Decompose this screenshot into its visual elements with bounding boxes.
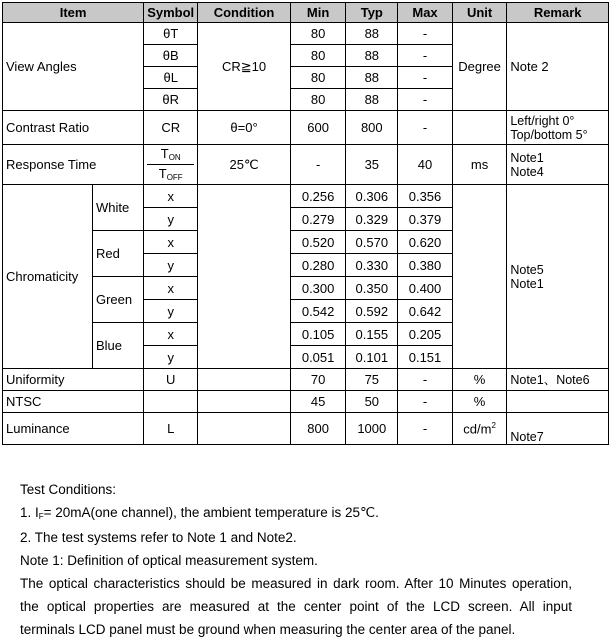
min-cell: 70 [290,369,346,391]
min-cell: 0.105 [290,323,346,346]
max-cell: - [398,45,453,67]
symbol-cell: y [144,346,198,369]
max-cell: 0.380 [398,254,453,277]
max-cell: - [398,23,453,45]
max-cell: - [398,369,453,391]
table-row [3,391,609,413]
note-item-1-subscript: F [38,512,44,521]
max-cell: 0.379 [398,208,453,231]
header-max: Max [398,3,453,23]
typ-cell: 35 [346,145,398,185]
test-conditions-notes [20,478,572,641]
luminance-unit [452,413,507,445]
typ-cell: 800 [346,111,398,145]
table-row [3,23,609,45]
typ-cell: 0.306 [346,185,398,208]
max-cell: 0.151 [398,346,453,369]
ntsc-remark [507,391,609,413]
max-cell: 0.620 [398,231,453,254]
t-off-symbol [147,164,194,184]
header-unit: Unit [452,3,507,23]
unit-cell [452,111,507,145]
max-cell: 0.400 [398,277,453,300]
note-item-1 [20,501,572,526]
header-min: Min [290,3,346,23]
chromaticity-label: Chromaticity [3,185,93,369]
contrast-remark [507,111,609,145]
typ-cell: 0.350 [346,277,398,300]
typ-cell: 0.570 [346,231,398,254]
typ-cell: 88 [346,89,398,111]
table-row [3,413,609,445]
condition-cell: θ=0° [198,111,291,145]
header-symbol: Symbol [144,3,198,23]
luminance-remark: Note7 [507,413,609,445]
typ-cell: 50 [346,391,398,413]
notes-heading: Test Conditions: [20,482,117,497]
note-paragraph-line: the optical properties are measured at the center point of the LCD screen. All input [20,599,572,614]
symbol-cell: θT [144,23,198,45]
unit-base: cd/m [463,421,492,437]
header-item: Item [3,3,144,23]
symbol-cell: y [144,208,198,231]
symbol-cell: θB [144,45,198,67]
table-row [3,369,609,391]
chromaticity-remark [507,185,609,369]
color-label-white: White [92,185,143,231]
header-typ: Typ [346,3,398,23]
note-paragraph-line: The optical characteristics should be measured in dark room. After 10 Minutes operation, [20,576,572,591]
remark-line: Note5 [510,262,544,277]
min-cell: 0.520 [290,231,346,254]
min-cell: 0.279 [290,208,346,231]
remark-line: Top/bottom 5° [510,127,588,142]
min-cell: 0.542 [290,300,346,323]
note-item-1-text: = 20mA(one channel), the ambient temperature is 25℃. [43,505,379,520]
optical-spec-table [2,2,609,445]
uniformity-label: Uniformity [3,369,144,391]
remark-line: Left/right 0° [510,113,575,128]
view-angles-unit: Degree [452,23,507,111]
note-item-1-prefix: 1. I [20,505,39,520]
symbol-cell: x [144,323,198,346]
max-cell: - [398,67,453,89]
note-1-definition: Note 1: Definition of optical measurement system. [20,553,318,568]
max-cell: 0.205 [398,323,453,346]
header-row [3,3,609,23]
symbol-subscript: OFF [166,173,183,182]
remark-line: Note1 [510,276,544,291]
max-cell: 0.356 [398,185,453,208]
min-cell: 80 [290,67,346,89]
color-label-red: Red [92,231,143,277]
max-cell: 40 [398,145,453,185]
unit-cell: ms [452,145,507,185]
condition-cell: 25℃ [198,145,291,185]
min-cell: 80 [290,89,346,111]
header-remark: Remark [507,3,609,23]
color-label-green: Green [92,277,143,323]
min-cell: 800 [290,413,346,445]
response-remark [507,145,609,185]
table-row [3,185,609,208]
min-cell: 80 [290,45,346,67]
symbol-cell: y [144,254,198,277]
min-cell: 0.256 [290,185,346,208]
max-cell: 0.642 [398,300,453,323]
symbol-cell: U [144,369,198,391]
remark-line: Note1 [510,150,544,165]
symbol-cell: θR [144,89,198,111]
t-on-symbol [147,145,194,164]
note-paragraph-line: terminals LCD panel must be ground when measuring the center area of the panel. [20,622,516,637]
unit-cell: % [452,391,507,413]
max-cell: - [398,391,453,413]
max-cell: - [398,89,453,111]
remark-line: Note4 [510,164,544,179]
symbol-cell: x [144,277,198,300]
typ-cell: 88 [346,67,398,89]
typ-cell: 0.155 [346,323,398,346]
unit-superscript: 2 [491,420,496,430]
typ-cell: 0.101 [346,346,398,369]
unit-cell: % [452,369,507,391]
min-cell: 80 [290,23,346,45]
ntsc-label: NTSC [3,391,144,413]
typ-cell: 1000 [346,413,398,445]
view-angles-condition: CR≧10 [198,23,291,111]
response-label: Response Time [3,145,144,185]
luminance-label: Luminance [3,413,144,445]
table-row [3,111,609,145]
min-cell: - [290,145,346,185]
symbol-base: T [158,166,167,181]
response-symbol [144,145,198,185]
min-cell: 600 [290,111,346,145]
symbol-cell [144,391,198,413]
chromaticity-condition [198,185,291,369]
typ-cell: 75 [346,369,398,391]
symbol-cell: L [144,413,198,445]
typ-cell: 0.329 [346,208,398,231]
max-cell: - [398,413,453,445]
note-item-2: 2. The test systems refer to Note 1 and Note2. [20,530,297,545]
chromaticity-unit [452,185,507,369]
color-label-blue: Blue [92,323,143,369]
symbol-cell: y [144,300,198,323]
symbol-cell: CR [144,111,198,145]
min-cell: 0.280 [290,254,346,277]
condition-cell [198,369,291,391]
symbol-cell: x [144,231,198,254]
header-condition: Condition [198,3,291,23]
symbol-cell: θL [144,67,198,89]
min-cell: 0.051 [290,346,346,369]
symbol-subscript: ON [168,153,181,162]
symbol-cell: x [144,185,198,208]
min-cell: 0.300 [290,277,346,300]
max-cell: - [398,111,453,145]
symbol-base: T [160,146,169,161]
min-cell: 45 [290,391,346,413]
typ-cell: 0.592 [346,300,398,323]
typ-cell: 88 [346,45,398,67]
view-angles-remark: Note 2 [507,23,609,111]
condition-cell [198,391,291,413]
condition-cell [198,413,291,445]
uniformity-remark: Note1、Note6 [507,369,609,391]
typ-cell: 0.330 [346,254,398,277]
contrast-label: Contrast Ratio [3,111,144,145]
typ-cell: 88 [346,23,398,45]
view-angles-label: View Angles [3,23,144,111]
table-row [3,145,609,185]
